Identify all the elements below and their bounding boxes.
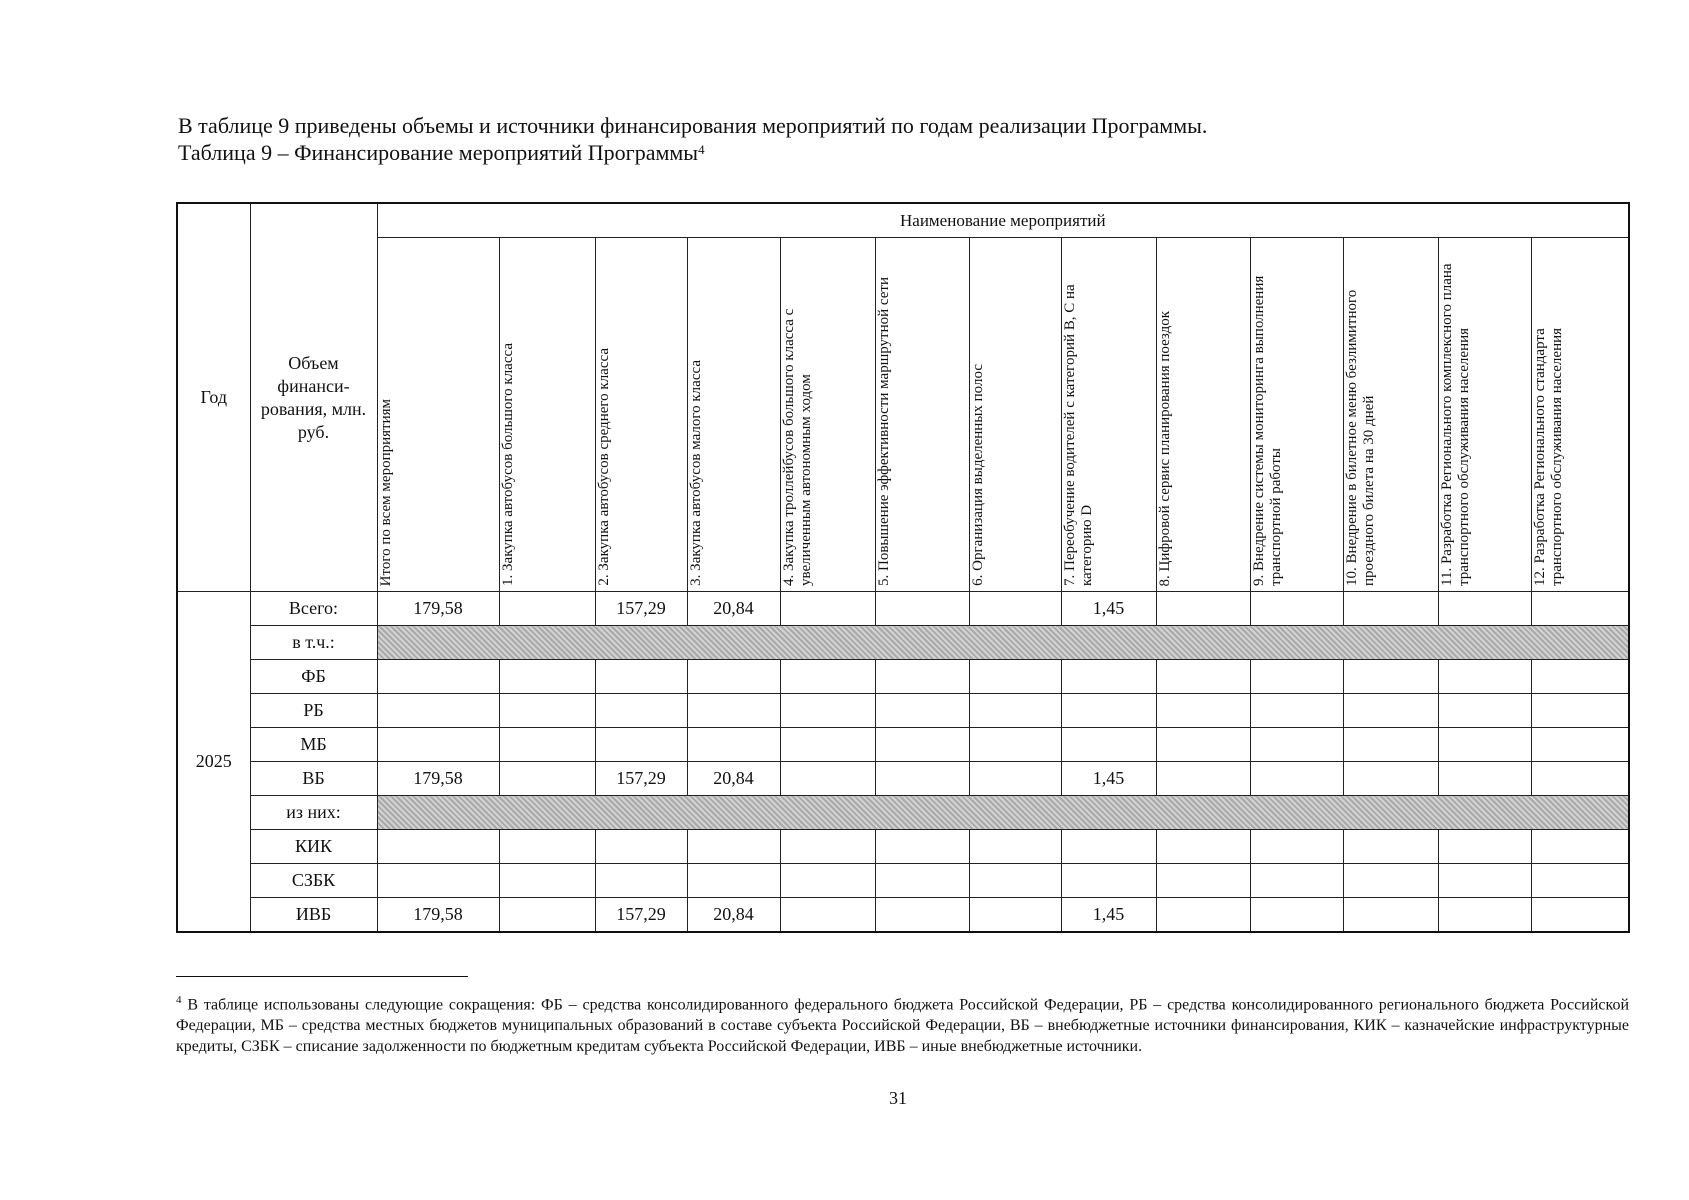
value-cell: [1438, 864, 1531, 898]
table-row: [177, 626, 1629, 660]
value-cell: [687, 864, 780, 898]
column-header-label: 9. Внедрение системы мониторинга выполнения транспортной работы: [1250, 275, 1284, 586]
value-cell: [1438, 830, 1531, 864]
measures-header: Наименование мероприятий: [377, 203, 1629, 238]
volume-header: Объем финанси-рования, млн. руб.: [250, 203, 377, 592]
footnote-separator: [176, 976, 468, 977]
value-cell: 157,29: [595, 898, 687, 933]
value-cell: [875, 762, 969, 796]
value-cell: 20,84: [687, 762, 780, 796]
value-cell: [780, 762, 875, 796]
value-cell: [875, 728, 969, 762]
column-header-label: Итого по всем мероприятиям: [377, 398, 394, 586]
column-header-label: 11. Разработка Регионального комплексного плана транспортного обслуживания населения: [1438, 263, 1472, 586]
row-label: ИВБ: [250, 898, 377, 933]
value-cell: [1343, 830, 1438, 864]
value-cell: [1250, 898, 1343, 933]
value-cell: [1156, 592, 1250, 626]
value-cell: 157,29: [595, 762, 687, 796]
value-cell: 157,29: [595, 592, 687, 626]
value-cell: [1343, 864, 1438, 898]
row-label: из них:: [250, 796, 377, 830]
row-label: ФБ: [250, 660, 377, 694]
column-header: [499, 238, 595, 592]
value-cell: [875, 592, 969, 626]
column-header: [1438, 238, 1531, 592]
table-row: [177, 762, 1629, 796]
value-cell: [1343, 694, 1438, 728]
column-header-row: [177, 238, 1629, 592]
table-body: [177, 592, 1629, 933]
value-cell: [969, 830, 1061, 864]
value-cell: [1250, 728, 1343, 762]
value-cell: [1531, 830, 1629, 864]
value-cell: [595, 660, 687, 694]
column-header: [377, 238, 499, 592]
value-cell: [780, 728, 875, 762]
value-cell: [595, 694, 687, 728]
value-cell: [969, 694, 1061, 728]
value-cell: [595, 728, 687, 762]
value-cell: [1250, 592, 1343, 626]
footnote-reference: 4: [698, 142, 705, 157]
value-cell: [1250, 864, 1343, 898]
value-cell: [1156, 728, 1250, 762]
value-cell: [499, 728, 595, 762]
footnote: [176, 990, 1629, 1057]
value-cell: [1438, 694, 1531, 728]
row-label: МБ: [250, 728, 377, 762]
column-header-label: 3. Закупка автобусов малого класса: [687, 360, 704, 586]
value-cell: [1438, 898, 1531, 933]
table-row: [177, 864, 1629, 898]
value-cell: [1438, 762, 1531, 796]
column-header-label: 8. Цифровой сервис планирования поездок: [1156, 310, 1173, 586]
row-label: Всего:: [250, 592, 377, 626]
hatched-divider-cell: [377, 626, 1629, 660]
value-cell: [499, 864, 595, 898]
value-cell: [1156, 898, 1250, 933]
value-cell: [1156, 660, 1250, 694]
column-header-label: 4. Закупка троллейбусов большого класса с увеличенным автономным ходом: [780, 308, 814, 586]
value-cell: [969, 864, 1061, 898]
value-cell: [1531, 694, 1629, 728]
table-row: [177, 694, 1629, 728]
value-cell: [687, 660, 780, 694]
value-cell: [1061, 830, 1156, 864]
column-header-label: 12. Разработка Регионального стандарта транспортного обслуживания населения: [1531, 327, 1565, 586]
footnote-marker: 4: [176, 994, 182, 1006]
value-cell: [1250, 762, 1343, 796]
table-row: [177, 660, 1629, 694]
column-header: [1343, 238, 1438, 592]
value-cell: [1531, 762, 1629, 796]
value-cell: [377, 864, 499, 898]
value-cell: 1,45: [1061, 592, 1156, 626]
year-header: Год: [177, 203, 250, 592]
value-cell: [1250, 830, 1343, 864]
financing-table: [176, 202, 1630, 933]
column-header-label: 2. Закупка автобусов среднего класса: [595, 348, 612, 586]
table-row: [177, 728, 1629, 762]
value-cell: [1061, 660, 1156, 694]
intro-text: [178, 112, 1207, 166]
value-cell: 1,45: [1061, 762, 1156, 796]
value-cell: 20,84: [687, 898, 780, 933]
value-cell: [499, 660, 595, 694]
value-cell: [1156, 694, 1250, 728]
value-cell: [780, 592, 875, 626]
value-cell: 1,45: [1061, 898, 1156, 933]
value-cell: [780, 864, 875, 898]
table-caption-text: Таблица 9 – Финансирование мероприятий Программы: [178, 140, 699, 165]
value-cell: [499, 762, 595, 796]
value-cell: [499, 898, 595, 933]
column-header-label: 10. Внедрение в билетное меню безлимитного проездного билета на 30 дней: [1343, 289, 1377, 586]
row-label: СЗБК: [250, 864, 377, 898]
value-cell: [377, 694, 499, 728]
value-cell: [969, 592, 1061, 626]
table-row: [177, 592, 1629, 626]
value-cell: [687, 830, 780, 864]
value-cell: [875, 864, 969, 898]
value-cell: [1156, 864, 1250, 898]
value-cell: [780, 694, 875, 728]
table-row: [177, 830, 1629, 864]
column-header: [687, 238, 780, 592]
row-label: ВБ: [250, 762, 377, 796]
value-cell: [969, 728, 1061, 762]
column-header: [1061, 238, 1156, 592]
column-header-label: 1. Закупка автобусов большого класса: [499, 343, 516, 586]
value-cell: [1531, 864, 1629, 898]
footnote-text: В таблице использованы следующие сокращения: ФБ – средства консолидированного федерального бюджета Российской Федерации, РБ – средства консолидированного регионального бюджета Российской Федерации, МБ – средства местных бюджетов муниципальных образований в составе субъекта Российской Федерации, ВБ – внебюджетные источники финансирования, КИК – казначейские инфраструктурные кредиты, СЗБК – списание задолженности по бюджетным кредитам субъекта Российской Федерации, ИВБ – иные внебюджетные источники.: [176, 996, 1630, 1056]
column-header: [969, 238, 1061, 592]
value-cell: [377, 660, 499, 694]
value-cell: [1156, 830, 1250, 864]
value-cell: 179,58: [377, 592, 499, 626]
value-cell: [1343, 592, 1438, 626]
value-cell: [1343, 762, 1438, 796]
column-header: [780, 238, 875, 592]
value-cell: [687, 728, 780, 762]
table-caption: [178, 139, 1207, 166]
value-cell: [969, 660, 1061, 694]
value-cell: 179,58: [377, 762, 499, 796]
value-cell: 179,58: [377, 898, 499, 933]
value-cell: [687, 694, 780, 728]
row-label: РБ: [250, 694, 377, 728]
value-cell: [1343, 898, 1438, 933]
value-cell: [1156, 762, 1250, 796]
value-cell: [780, 898, 875, 933]
value-cell: [1531, 898, 1629, 933]
column-header-label: 5. Повышение эффективности маршрутной сети: [875, 276, 892, 586]
value-cell: [1061, 864, 1156, 898]
column-header: [1531, 238, 1629, 592]
value-cell: [1061, 694, 1156, 728]
value-cell: [595, 830, 687, 864]
column-header: [1250, 238, 1343, 592]
value-cell: [780, 830, 875, 864]
page-number: 31: [889, 1088, 907, 1108]
row-label: КИК: [250, 830, 377, 864]
column-header: [1156, 238, 1250, 592]
intro-line-1: В таблице 9 приведены объемы и источники финансирования мероприятий по годам реализации Программы.: [178, 113, 1208, 138]
value-cell: [377, 728, 499, 762]
value-cell: [1343, 728, 1438, 762]
value-cell: [969, 762, 1061, 796]
column-header: [595, 238, 687, 592]
value-cell: [377, 830, 499, 864]
year-cell: 2025: [177, 592, 250, 933]
value-cell: [875, 830, 969, 864]
value-cell: [1531, 592, 1629, 626]
value-cell: [1438, 660, 1531, 694]
column-header-label: 7. Переобучение водителей с категорий B, C на категорию D: [1061, 284, 1095, 586]
value-cell: [875, 898, 969, 933]
value-cell: [499, 830, 595, 864]
value-cell: [1343, 660, 1438, 694]
table-row: [177, 898, 1629, 933]
value-cell: [1061, 728, 1156, 762]
value-cell: [969, 898, 1061, 933]
value-cell: [875, 660, 969, 694]
value-cell: [499, 694, 595, 728]
value-cell: [499, 592, 595, 626]
column-header-label: 6. Организация выделенных полос: [969, 364, 986, 586]
row-label: в т.ч.:: [250, 626, 377, 660]
column-header: [875, 238, 969, 592]
value-cell: [780, 660, 875, 694]
value-cell: 20,84: [687, 592, 780, 626]
value-cell: [1438, 592, 1531, 626]
value-cell: [595, 864, 687, 898]
value-cell: [1531, 728, 1629, 762]
hatched-divider-cell: [377, 796, 1629, 830]
value-cell: [1438, 728, 1531, 762]
value-cell: [1250, 660, 1343, 694]
value-cell: [875, 694, 969, 728]
table-row: [177, 796, 1629, 830]
value-cell: [1531, 660, 1629, 694]
value-cell: [1250, 694, 1343, 728]
